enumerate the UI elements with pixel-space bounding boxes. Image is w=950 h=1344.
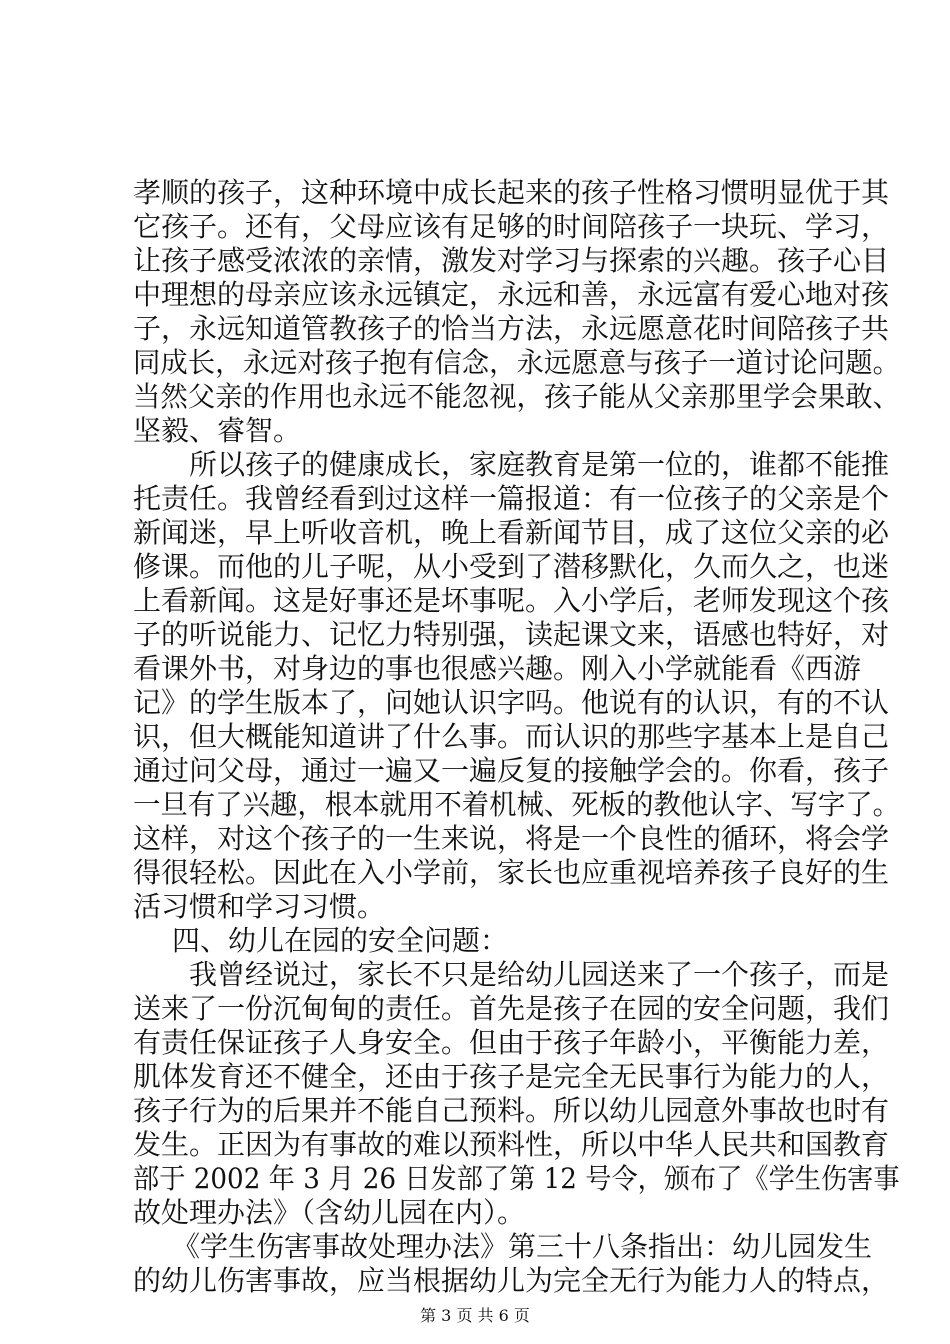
text-line: 子的听说能力、记忆力特别强，读起课文来，语感也特好，对 [133, 618, 890, 651]
text-line: 部于 2002 年 3 月 26 日发部了第 12 号令，颁布了《学生伤害事 [133, 1162, 900, 1195]
text-line: 记》的学生版本了，问她认识字吗。他说有的认识，有的不认 [133, 686, 890, 719]
text-line: 故处理办法》（含幼儿园在内）。 [133, 1196, 526, 1229]
text-line: 通过问父母，通过一遍又一遍反复的接触学会的。你看，孩子 [133, 754, 890, 787]
text-line: 送来了一份沉甸甸的责任。首先是孩子在园的安全问题，我们 [133, 992, 890, 1025]
text-line: 孩子行为的后果并不能自己预料。所以幼儿园意外事故也时有 [133, 1094, 890, 1127]
text-line: 肌体发育还不健全，还由于孩子是完全无民事行为能力的人， [133, 1060, 890, 1093]
text-line: 上看新闻。这是好事还是坏事呢。入小学后，老师发现这个孩 [133, 584, 890, 617]
paragraph-first-line: 《学生伤害事故处理办法》第三十八条指出：幼儿园发生 [172, 1230, 873, 1263]
paragraph-first-line: 所以孩子的健康成长，家庭教育是第一位的，谁都不能推 [189, 448, 890, 481]
page-number-footer: 第 3 页 共 6 页 [420, 1306, 530, 1325]
text-line: 新闻迷，早上听收音机，晚上看新闻节目，成了这位父亲的必 [133, 516, 890, 549]
section-heading: 四、幼儿在园的安全问题： [172, 924, 509, 957]
text-line: 孝顺的孩子，这种环境中成长起来的孩子性格习惯明显优于其 [133, 176, 890, 209]
text-line: 活习惯和学习习惯。 [133, 890, 386, 923]
text-line: 一旦有了兴趣，根本就用不着机械、死板的教他认字、写字了。 [133, 788, 901, 821]
text-line: 的幼儿伤害事故，应当根据幼儿为完全无行为能力人的特点， [133, 1264, 890, 1297]
text-line: 让孩子感受浓浓的亲情，激发对学习与探索的兴趣。孩子心目 [133, 244, 890, 277]
text-line: 看课外书，对身边的事也很感兴趣。刚入小学就能看《西游 [133, 652, 862, 685]
text-line: 有责任保证孩子人身安全。但由于孩子年龄小，平衡能力差， [133, 1026, 890, 1059]
text-line: 同成长，永远对孩子抱有信念，永远愿意与孩子一道讨论问题。 [133, 346, 901, 379]
text-line: 得很轻松。因此在入小学前，家长也应重视培养孩子良好的生 [133, 856, 890, 889]
text-line: 坚毅、睿智。 [133, 414, 302, 447]
paragraph-first-line: 我曾经说过，家长不只是给幼儿园送来了一个孩子，而是 [189, 958, 890, 991]
text-line: 托责任。我曾经看到过这样一篇报道：有一位孩子的父亲是个 [133, 482, 890, 515]
text-line: 这样，对这个孩子的一生来说，将是一个良性的循环，将会学 [133, 822, 890, 855]
text-line: 发生。正因为有事故的难以预料性，所以中华人民共和国教育 [133, 1128, 890, 1161]
text-line: 它孩子。还有，父母应该有足够的时间陪孩子一块玩、学习， [133, 210, 890, 243]
text-line: 当然父亲的作用也永远不能忽视，孩子能从父亲那里学会果敢、 [133, 380, 901, 413]
text-line: 子，永远知道管教孩子的恰当方法，永远愿意花时间陪孩子共 [133, 312, 890, 345]
text-line: 识，但大概能知道讲了什么事。而认识的那些字基本上是自己 [133, 720, 890, 753]
text-line: 修课。而他的儿子呢，从小受到了潜移默化，久而久之，也迷 [133, 550, 890, 583]
text-line: 中理想的母亲应该永远镇定，永远和善，永远富有爱心地对孩 [133, 278, 890, 311]
